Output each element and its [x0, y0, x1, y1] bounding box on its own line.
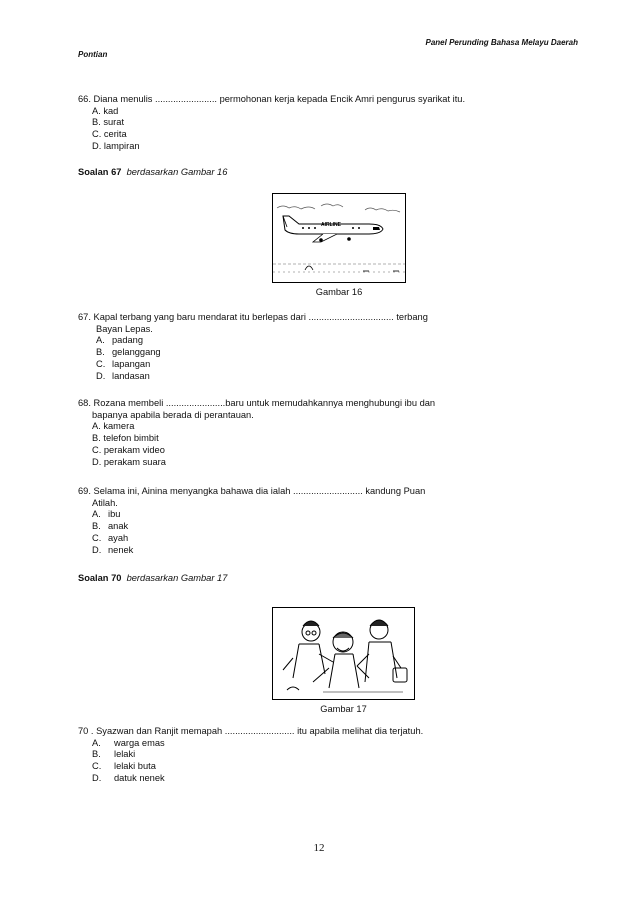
cloud-icon — [365, 208, 400, 212]
cloud-icon — [321, 204, 343, 207]
section-reference: berdasarkan Gambar 17 — [126, 573, 228, 583]
section-heading-67 — [78, 167, 227, 177]
figure-17 — [272, 607, 415, 700]
question-66 — [78, 94, 465, 153]
question-text-cont: bapanya apabila berada di perantauan. — [92, 409, 254, 420]
question-text: 68. Rozana membeli .......................baru untuk memudahkannya menghubungi ibu dan — [78, 398, 436, 408]
section-heading-70 — [78, 573, 227, 583]
question-text-cont: Bayan Lepas. — [96, 323, 153, 334]
airplane-icon — [283, 216, 383, 242]
boy-icon — [357, 620, 407, 682]
section-label: Soalan 67 — [78, 167, 122, 177]
option: C. lapangan — [96, 358, 151, 369]
option: C. lelaki buta — [92, 761, 156, 772]
option: B. surat — [92, 117, 125, 128]
figure-16-caption: Gambar 16 — [315, 287, 363, 297]
question-67 — [78, 312, 428, 382]
question-text: 67. Kapal terbang yang baru mendarat itu berlepas dari ................................. terbang — [78, 312, 428, 322]
option: B. gelanggang — [96, 347, 161, 358]
question-text: 66. Diana menulis ........................ permohonan kerja kepada Encik Amri pengurus syarikat itu. — [78, 94, 466, 104]
question-68 — [78, 398, 435, 468]
question-text: 69. Selama ini, Ainina menyangka bahawa dia ialah ........................... kandung Puan — [78, 486, 426, 496]
question-70 — [78, 726, 423, 785]
figure-17-drawing — [273, 608, 414, 699]
figure-16-drawing — [273, 194, 405, 282]
section-label: Soalan 70 — [78, 573, 122, 583]
option: D. datuk nenek — [92, 772, 165, 783]
question-69 — [78, 486, 425, 556]
grass-icon — [305, 266, 313, 270]
option: A. padang — [96, 335, 144, 346]
option: D. lampiran — [92, 140, 140, 151]
header-district: Pontian — [78, 50, 108, 59]
figure-17-caption: Gambar 17 — [320, 704, 367, 714]
option: C. cerita — [92, 129, 127, 140]
option: B. lelaki — [92, 749, 136, 760]
option: C. ayah — [92, 532, 129, 543]
option: A. warga emas — [92, 737, 165, 748]
option: D. perakam suara — [92, 456, 166, 467]
option: B. anak — [92, 521, 129, 532]
option: B. telefon bimbit — [92, 433, 159, 444]
figure-16 — [272, 193, 406, 283]
svg-text:AIRLINE: AIRLINE — [321, 222, 341, 228]
old-man-icon — [313, 632, 369, 688]
option: A. kad — [92, 105, 119, 116]
page-number: 12 — [313, 842, 325, 854]
question-text: 70 . Syazwan dan Ranjit memapah ........................... itu apabila melihat dia terjatuh. — [78, 726, 424, 736]
section-reference: berdasarkan Gambar 16 — [126, 167, 228, 177]
option: D. nenek — [92, 544, 134, 555]
option: A. ibu — [92, 509, 121, 520]
header-title: Panel Perunding Bahasa Melayu Daerah — [425, 38, 578, 47]
option: C. perakam video — [92, 444, 165, 455]
option: D. landasan — [96, 370, 150, 381]
cloud-icon — [277, 206, 315, 209]
boy-icon — [283, 621, 333, 678]
option: A. kamera — [92, 421, 135, 432]
question-text-cont: Atilah. — [92, 497, 118, 508]
